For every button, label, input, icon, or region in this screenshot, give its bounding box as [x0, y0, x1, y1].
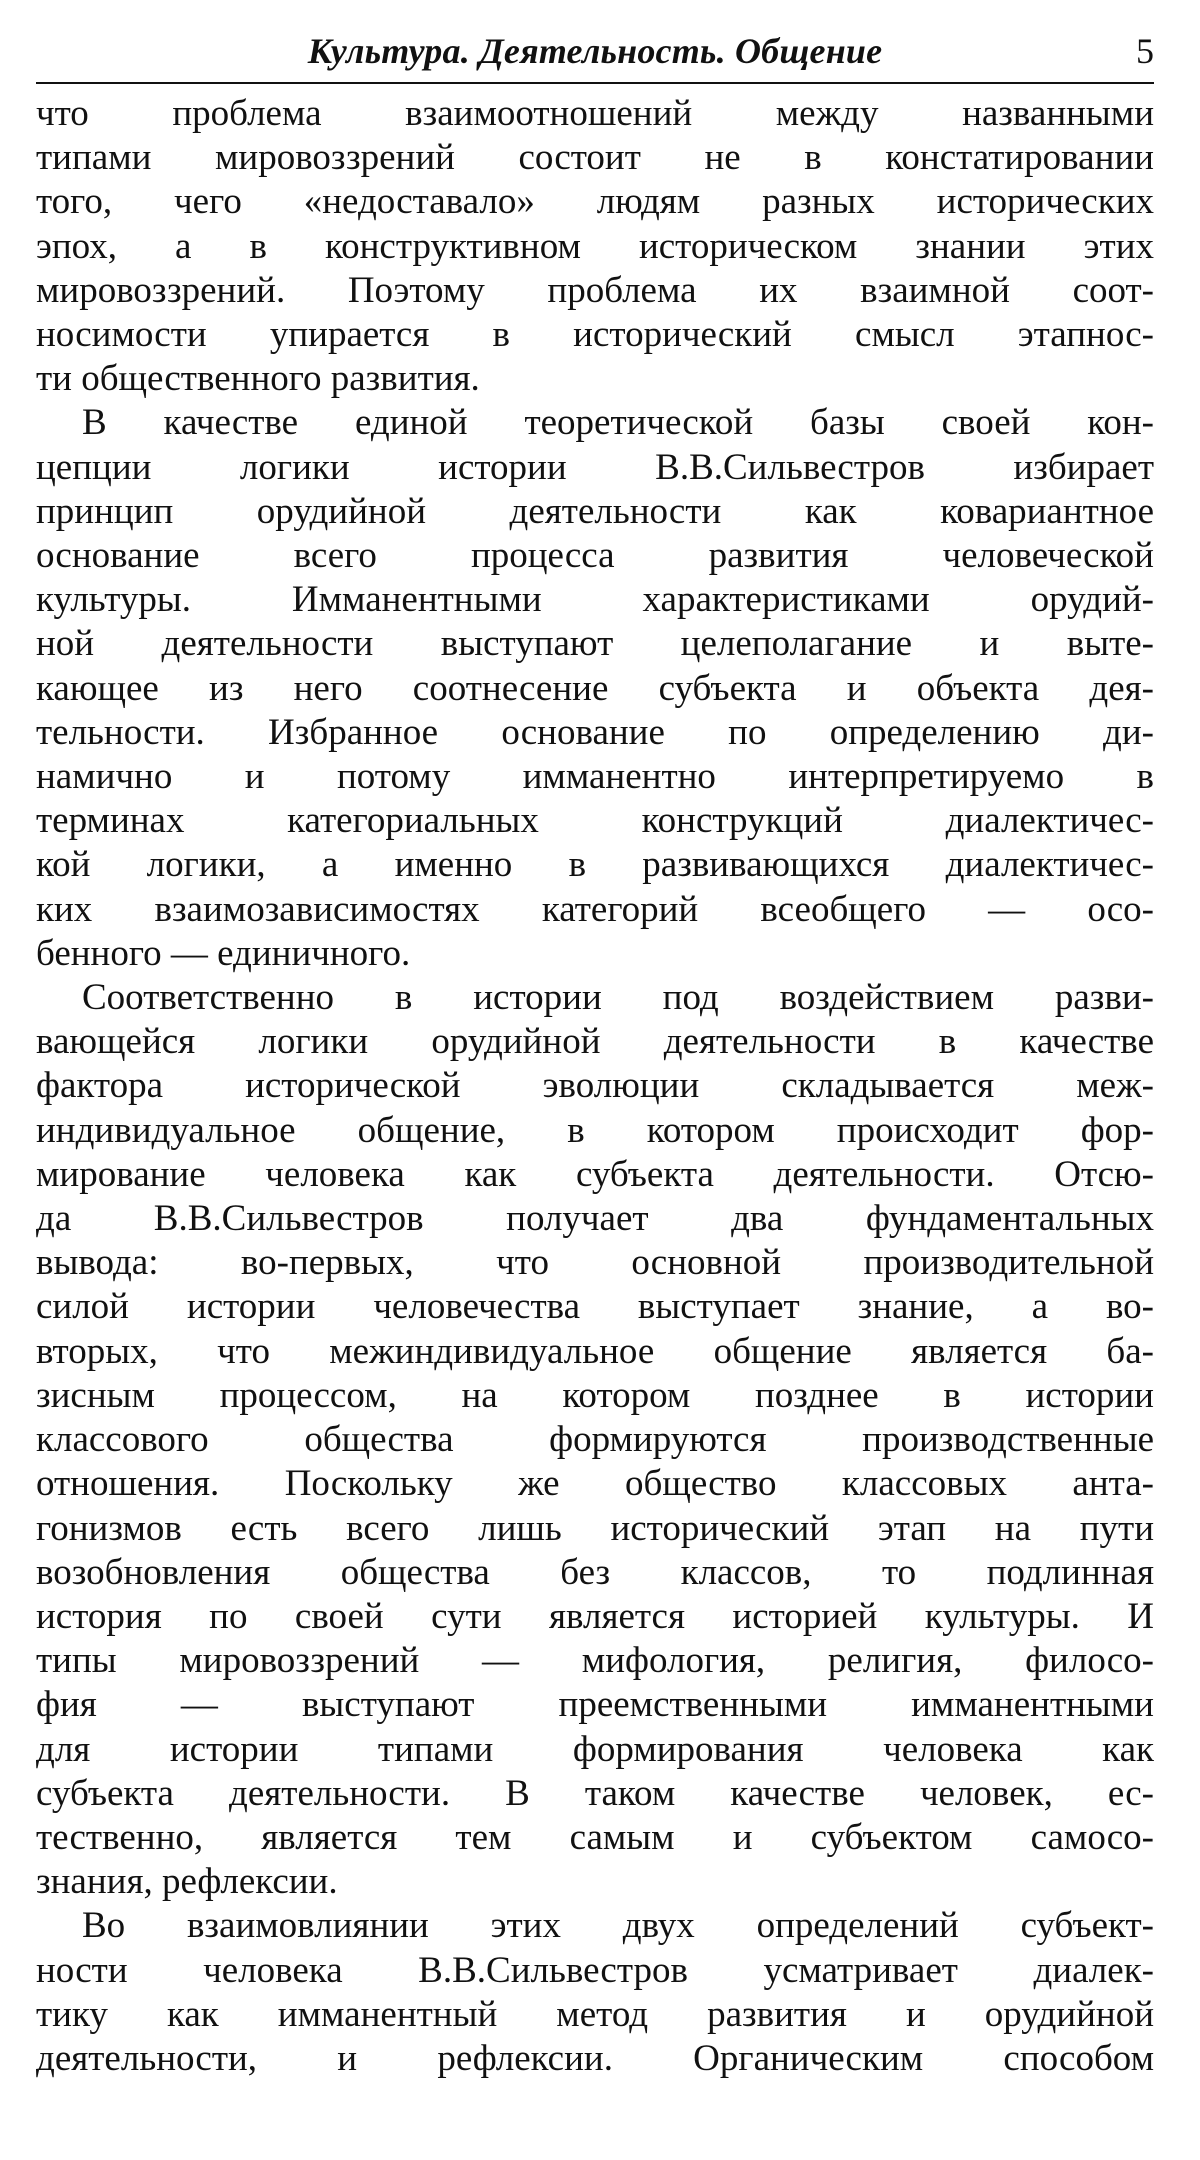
running-title: Культура. Деятельность. Общение — [307, 31, 883, 71]
text-line: мирование человека как субъекта деятельности. Отсю- — [36, 1153, 1154, 1195]
text-line: намично и потому имманентно интерпретируемо в — [36, 756, 1154, 798]
text-line: зисным процессом, на котором позднее в истории — [36, 1374, 1154, 1416]
text-line: силой истории человечества выступает знание, а во- — [36, 1286, 1154, 1328]
text-line: того, чего «недоставало» людям разных исторических — [36, 181, 1154, 223]
text-line: типами мировоззрений состоит не в констатировании — [36, 137, 1154, 179]
page-number: 5 — [1136, 31, 1154, 71]
text-line: деятельности, и рефлексии. Органическим способом — [36, 2037, 1154, 2079]
text-line: тику как имманентный метод развития и орудийной — [36, 1993, 1154, 2035]
text-line: В качестве единой теоретической базы своей кон- — [82, 402, 1154, 444]
text-line: субъекта деятельности. В таком качестве человек, ес- — [36, 1772, 1154, 1814]
text-line: индивидуальное общение, в котором происходит фор- — [36, 1109, 1154, 1151]
text-line: знания, рефлексии. — [36, 1861, 338, 1903]
text-line: что проблема взаимоотношений между названными — [36, 93, 1154, 134]
text-line: вторых, что межиндивидуальное общение является ба- — [36, 1330, 1154, 1372]
text-line: мировоззрений. Поэтому проблема их взаимной соот- — [36, 269, 1154, 311]
text-line: эпох, а в конструктивном историческом знании этих — [36, 225, 1154, 267]
text-line: отношения. Поскольку же общество классовых анта- — [36, 1463, 1154, 1505]
text-line: кой логики, а именно в развивающихся диалектичес- — [36, 844, 1154, 886]
text-line: гонизмов есть всего лишь исторический этап на пути — [36, 1507, 1154, 1549]
text-line: типы мировоззрений — мифология, религия, филосо- — [36, 1640, 1154, 1682]
text-line: Во взаимовлиянии этих двух определений субъект- — [82, 1905, 1154, 1947]
text-line: классового общества формируются производственные — [36, 1419, 1154, 1461]
text-line: Соответственно в истории под воздействием разви- — [82, 977, 1154, 1019]
text-line: тельности. Избранное основание по определению ди- — [36, 711, 1154, 753]
page-body — [36, 92, 1154, 2081]
text-line: да В.В.Сильвестров получает два фундаментальных — [36, 1198, 1154, 1240]
text-line: вывода: во-первых, что основной производительной — [36, 1242, 1154, 1284]
text-line: ких взаимозависимостях категорий всеобщего — осо- — [36, 888, 1154, 930]
text-line: культуры. Имманентными характеристиками орудий- — [36, 579, 1154, 621]
text-line: терминах категориальных конструкций диалектичес- — [36, 800, 1154, 842]
text-line: вающейся логики орудийной деятельности в качестве — [36, 1021, 1154, 1063]
text-line: носимости упирается в исторический смысл этапнос- — [36, 314, 1154, 356]
text-line: цепции логики истории В.В.Сильвестров избирает — [36, 446, 1154, 488]
text-line: бенного — единичного. — [36, 932, 411, 974]
paragraph-2 — [36, 401, 1154, 976]
text-line: ности человека В.В.Сильвестров усматривает диалек- — [36, 1949, 1154, 1991]
running-header — [36, 28, 1154, 84]
text-line: тественно, является тем самым и субъектом самосо- — [36, 1816, 1154, 1858]
text-line: фактора исторической эволюции складывается меж- — [36, 1065, 1154, 1107]
text-line: для истории типами формирования человека как — [36, 1728, 1154, 1770]
text-line: ти общественного развития. — [36, 358, 480, 400]
text-line: фия — выступают преемственными имманентными — [36, 1684, 1154, 1726]
paragraph-4 — [36, 1904, 1154, 2081]
text-line: возобновления общества без классов, то подлинная — [36, 1551, 1154, 1593]
text-line: основание всего процесса развития человеческой — [36, 535, 1154, 577]
text-line: кающее из него соотнесение субъекта и объекта дея- — [36, 667, 1154, 709]
paragraph-1 — [36, 92, 1154, 401]
text-line: принцип орудийной деятельности как ковариантное — [36, 490, 1154, 532]
text-line: ной деятельности выступают целеполагание и выте- — [36, 623, 1154, 665]
text-line: история по своей сути является историей культуры. И — [36, 1595, 1154, 1637]
paragraph-3 — [36, 976, 1154, 1904]
